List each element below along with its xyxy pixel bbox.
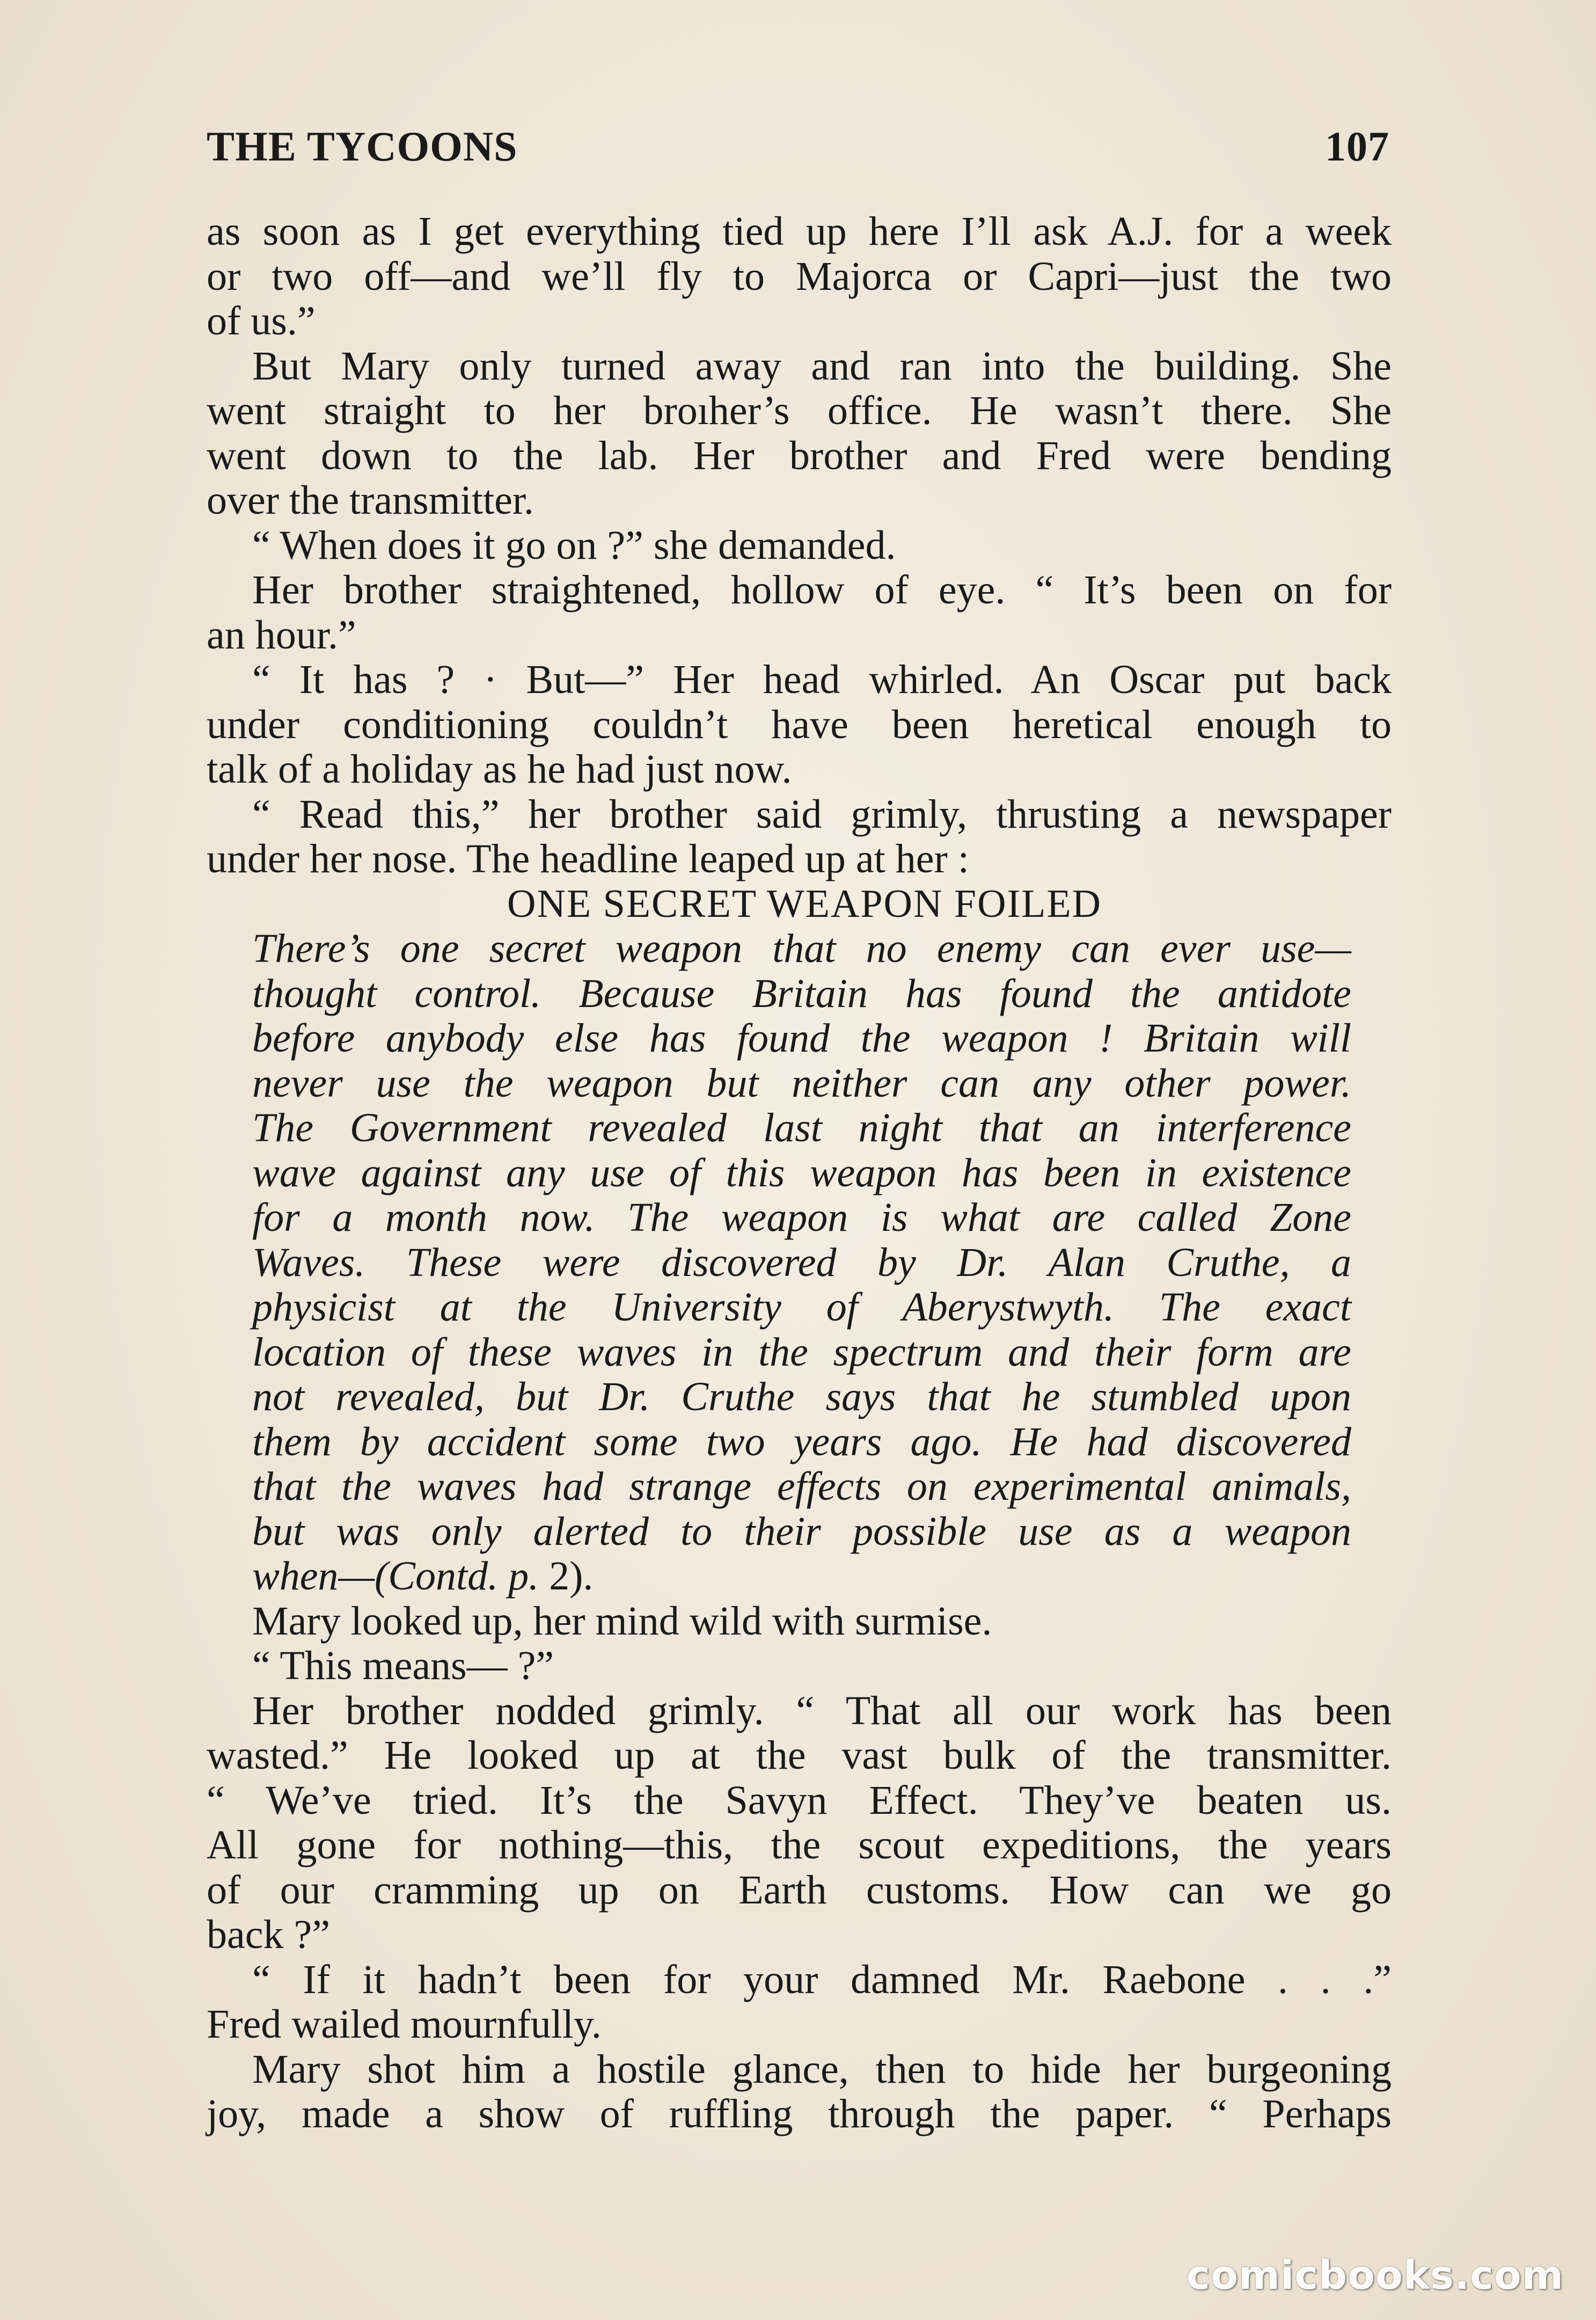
- text-line: under her nose. The headline leaped up at her :: [207, 836, 969, 881]
- text-line: “ Read this,” her brother said grimly, thrusting a newspaper: [252, 791, 1392, 837]
- newspaper-quote-line: There’s one secret weapon that no enemy can ever use—: [252, 926, 1351, 971]
- newspaper-quote-line: Waves. These were discovered by Dr. Alan Cruthe, a: [252, 1239, 1351, 1285]
- quote-text: when—(Contd. p.: [252, 1553, 550, 1599]
- site-watermark: comicbooks.com: [1187, 2252, 1564, 2299]
- newspaper-quote-line: The Government revealed last night that an interference: [252, 1105, 1351, 1150]
- newspaper-quote-line: but was only alerted to their possible use as a weapon: [252, 1508, 1351, 1554]
- running-title: THE TYCOONS: [207, 123, 518, 170]
- text-line: of us.”: [207, 298, 316, 344]
- newspaper-quote-line: not revealed, but Dr. Cruthe says that he stumbled upon: [252, 1374, 1351, 1419]
- text-line: “ This means— ?”: [252, 1643, 554, 1688]
- body-text: [207, 209, 1392, 2137]
- newspaper-quote-line: [207, 1554, 1392, 1599]
- newspaper-quote-line: before anybody else has found the weapon ! Britain will: [252, 1016, 1351, 1061]
- newspaper-quote-line: them by accident some two years ago. He had discovered: [252, 1419, 1351, 1464]
- text-line: Mary shot him a hostile glance, then to hide her burgeoning: [252, 2046, 1392, 2092]
- text-line: as soon as I get everything tied up here I’ll ask A.J. for a week: [207, 209, 1392, 254]
- newspaper-quote-line: physicist at the University of Aberystwyth. The exact: [252, 1285, 1351, 1330]
- text-line: over the transmitter.: [207, 478, 534, 523]
- text-line: Mary looked up, her mind wild with surmise.: [252, 1598, 992, 1644]
- text-line: wasted.” He looked up at the vast bulk of the transmitter.: [207, 1733, 1392, 1778]
- newspaper-quote-line: for a month now. The weapon is what are called Zone: [252, 1195, 1351, 1240]
- newspaper-headline: ONE SECRET WEAPON FOILED: [507, 881, 1102, 926]
- newspaper-quote-line: location of these waves in the spectrum and their form are: [252, 1329, 1351, 1375]
- text-line: went down to the lab. Her brother and Fred were bending: [207, 433, 1392, 478]
- text-line: “ If it hadn’t been for your damned Mr. Raebone . . .”: [252, 1957, 1392, 2002]
- text-line: All gone for nothing—this, the scout expeditions, the years: [207, 1822, 1392, 1867]
- text-line: Fred wailed mournfully.: [207, 2002, 602, 2047]
- page-number: 107: [1325, 123, 1389, 170]
- text-line: went straight to her broıher’s office. He wasn’t there. She: [207, 388, 1392, 433]
- text-line: Her brother straightened, hollow of eye. “ It’s been on for: [252, 567, 1392, 612]
- text-line: under conditioning couldn’t have been heretical enough to: [207, 702, 1392, 747]
- running-head: [207, 122, 1389, 176]
- text-line: Her brother nodded grimly. “ That all our work has been: [252, 1688, 1392, 1733]
- text-line: joy, made a show of ruffling through the paper. “ Perhaps: [207, 2091, 1392, 2136]
- newspaper-quote-line: thought control. Because Britain has found the antidote: [252, 971, 1351, 1016]
- text-line: “ When does it go on ?” she demanded.: [252, 522, 896, 568]
- newspaper-quote-line: wave against any use of this weapon has been in existence: [252, 1150, 1351, 1195]
- newspaper-quote-line: that the waves had strange effects on experimental animals,: [252, 1464, 1351, 1509]
- text-line: or two off—and we’ll fly to Majorca or Capri—just the two: [207, 253, 1392, 299]
- quote-page-ref: 2).: [549, 1553, 594, 1599]
- text-line: “ It has ? · But—” Her head whirled. An Oscar put back: [252, 657, 1392, 702]
- text-line: “ We’ve tried. It’s the Savyn Effect. They’ve beaten us.: [207, 1777, 1392, 1823]
- text-line: an hour.”: [207, 612, 356, 658]
- newspaper-quote-line: never use the weapon but neither can any other power.: [252, 1060, 1351, 1106]
- text-line: But Mary only turned away and ran into the building. She: [252, 343, 1392, 389]
- text-line: talk of a holiday as he had just now.: [207, 747, 792, 792]
- text-line: of our cramming up on Earth customs. How can we go: [207, 1867, 1392, 1913]
- text-line: back ?”: [207, 1912, 330, 1957]
